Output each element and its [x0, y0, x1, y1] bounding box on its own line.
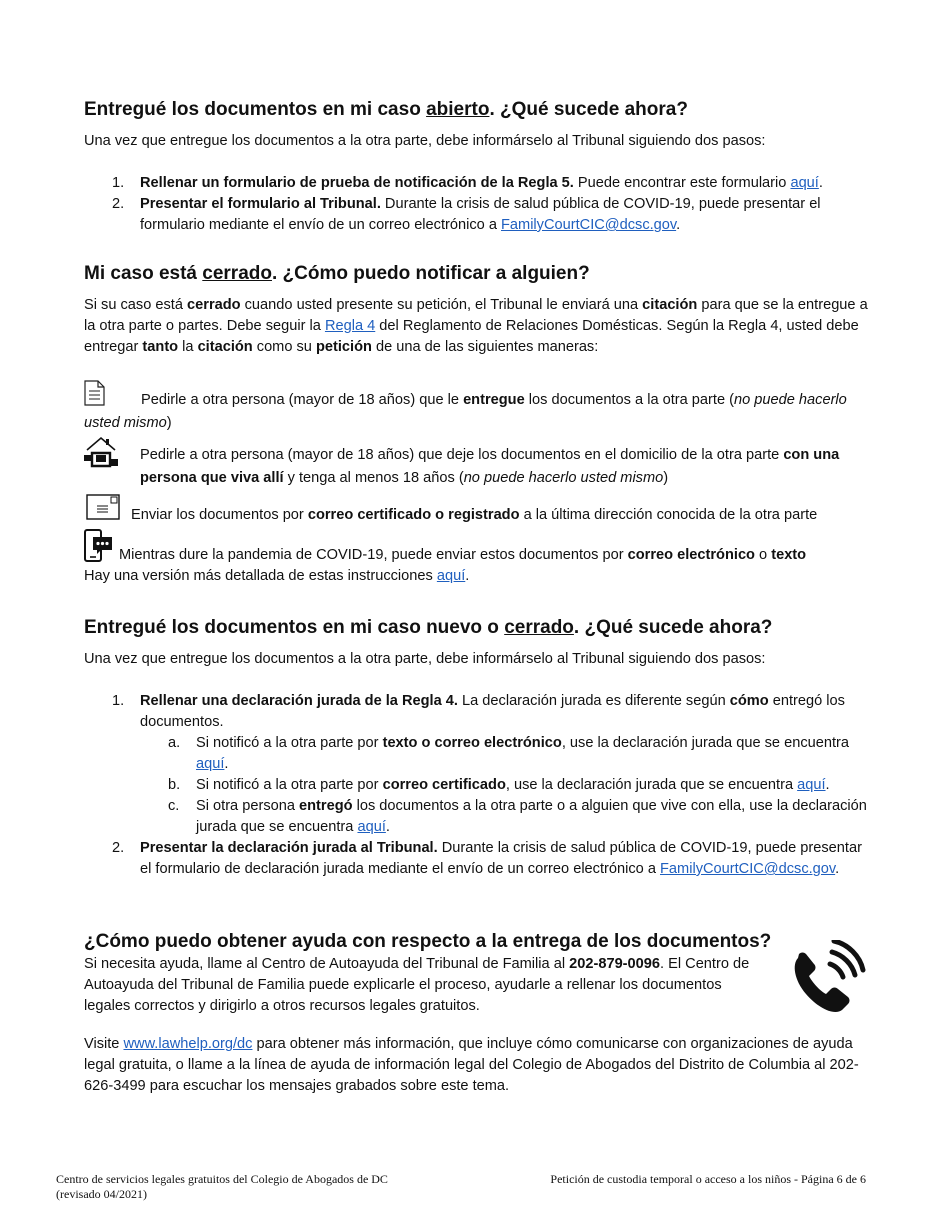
- email-link[interactable]: FamilyCourtCIC@dcsc.gov: [501, 217, 677, 233]
- list-item: b. Si notificó a la otra parte por correo certificado, use la declaración jurada que se encuentra aquí.: [168, 777, 830, 793]
- sub-steps-list: [140, 733, 874, 838]
- footer-revision: (revisado 04/2021): [56, 1187, 147, 1201]
- section-intro: Una vez que entregue los documentos a la otra parte, debe informárselo al Tribunal siguiendo dos pasos:: [84, 133, 766, 149]
- section-paragraph: Si su caso está cerrado cuando usted presente su petición, el Tribunal le enviará una citación para que se la entregue a la otra parte o partes. Debe seguir la Regla 4 del Reglamento de Relaciones Domésticas. Según la Regla 4, usted debe entregar tanto la citación como su petición de una de las siguientes maneras:: [84, 297, 868, 355]
- footer-left: [56, 1172, 388, 1202]
- affidavit-certified-mail-link[interactable]: aquí: [797, 777, 826, 793]
- list-item: c. Si otra persona entregó los documentos a la otra parte o a alguien que vive con ella, use la declaración jurada que se encuentra aquí.: [168, 798, 867, 835]
- form-link[interactable]: aquí: [790, 175, 819, 191]
- list-item: 2. Presentar la declaración jurada al Tribunal. Durante la crisis de salud pública de COVID-19, puede presentar el formulario de declaración jurada mediante el envío de un correo electrónico a FamilyCourtCIC@dcsc.gov.: [112, 840, 862, 877]
- footer-org: Centro de servicios legales gratuitos del Colegio de Abogados de DC: [56, 1172, 388, 1186]
- list-item: 1. Rellenar un formulario de prueba de notificación de la Regla 5. Puede encontrar este formulario aquí.: [112, 175, 823, 191]
- steps-list: [84, 691, 874, 880]
- section-heading-help: ¿Cómo puedo obtener ayuda con respecto a la entrega de los documentos?: [84, 931, 772, 952]
- section-intro: Una vez que entregue los documentos a la otra parte, debe informárselo al Tribunal siguiendo dos pasos:: [84, 651, 766, 667]
- detailed-instructions-link[interactable]: aquí: [436, 568, 466, 584]
- more-info-line: Hay una versión más detallada de estas instrucciones aquí.: [84, 568, 470, 584]
- rule-4-link[interactable]: Regla 4: [324, 318, 376, 334]
- list-item: a. Si notificó a la otra parte por texto o correo electrónico, use la declaración jurada que se encuentra aquí.: [168, 735, 850, 772]
- method-email-text: Mientras dure la pandemia de COVID-19, puede enviar estos documentos por correo electrónico o texto: [119, 547, 807, 563]
- affidavit-personal-service-link[interactable]: aquí: [357, 819, 386, 835]
- section-heading-open-case: Entregué los documentos en mi caso abierto. ¿Qué sucede ahora?: [84, 99, 688, 120]
- method-hand-delivery: Pedirle a otra persona (mayor de 18 años) que le entregue los documentos a la otra parte (no puede hacerlo usted mismo): [84, 392, 847, 431]
- section-heading-closed-case: Mi caso está cerrado. ¿Cómo puedo notificar a alguien?: [84, 263, 590, 284]
- lawhelp-link[interactable]: www.lawhelp.org/dc: [123, 1036, 253, 1052]
- phone-icon: [790, 940, 866, 1018]
- list-item: 1. Rellenar una declaración jurada de la Regla 4. La declaración jurada es diferente según cómo entregó los documentos. a. Si notificó a la otra parte por texto o correo electrónico, use la declaración jurada que se encuentra aquí. b. Si notificó a la otra parte por correo certificado, use la declaración jurada que se encuentra aquí. c. Si otra persona entregó los documentos a la otra parte o a alguien que vive con ella, use la declaración jurada que se encuentra aquí.: [84, 691, 874, 838]
- email-link[interactable]: FamilyCourtCIC@dcsc.gov: [660, 861, 836, 877]
- affidavit-text-email-link[interactable]: aquí: [196, 756, 225, 772]
- help-paragraph: Si necesita ayuda, llame al Centro de Autoayuda del Tribunal de Familia al 202-879-0096. El Centro de Autoayuda del Tribunal de Familia puede explicarle el proceso, ayudarle a rellenar los documentos legales correctos y dirigirlo a otros recursos legales gratuitos.: [84, 956, 750, 1014]
- lawhelp-paragraph: Visite www.lawhelp.org/dc para obtener más información, que incluye cómo comunicarse con organizaciones de ayuda legal gratuita, o llame a la línea de ayuda de información legal del Colegio de Abogados del Distrito de Columbia al 202-626-3499 para escuchar los mensajes grabados sobre este tema.: [84, 1036, 859, 1094]
- footer-right: Petición de custodia temporal o acceso a los niños - Página 6 de 6: [550, 1172, 866, 1186]
- method-certified-mail: Enviar los documentos por correo certificado o registrado a la última dirección conocida de la otra parte: [131, 507, 818, 523]
- method-leave-at-home: Pedirle a otra persona (mayor de 18 años) que deje los documentos en el domicilio de la otra parte con una persona que viva allí y tenga al menos 18 años (no puede hacerlo usted mismo): [140, 447, 840, 486]
- list-item: 2. Presentar el formulario al Tribunal. Durante la crisis de salud pública de COVID-19, puede presentar el formulario mediante el envío de un correo electrónico a FamilyCourtCIC@dcsc.gov.: [112, 196, 821, 233]
- steps-list: [84, 173, 874, 236]
- section-heading-new-closed-case: Entregué los documentos en mi caso nuevo o cerrado. ¿Qué sucede ahora?: [84, 617, 773, 638]
